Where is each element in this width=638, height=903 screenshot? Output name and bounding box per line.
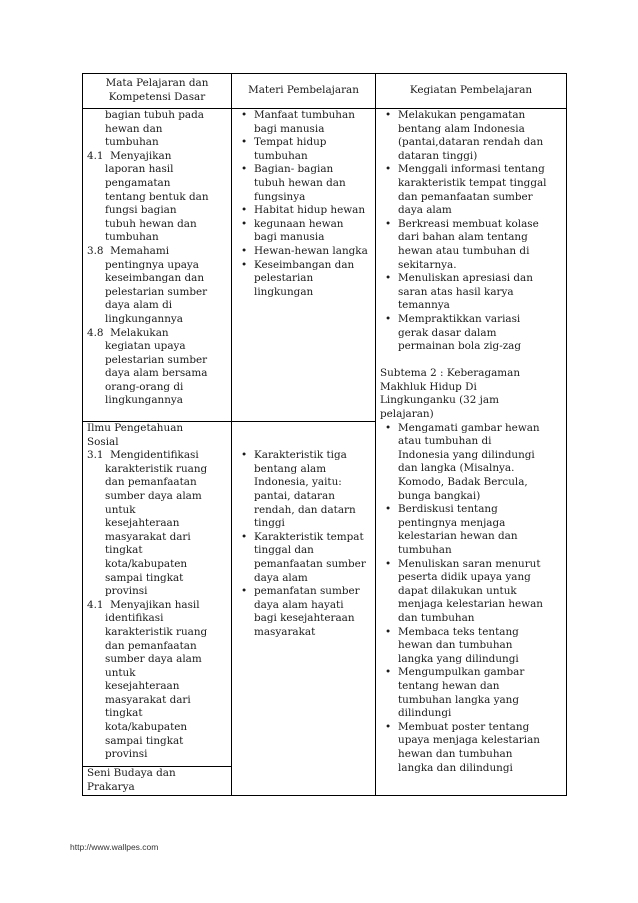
materi-bullet-item [236, 245, 372, 259]
bullet-text-line: langka dan dilindungi [398, 761, 513, 774]
bullet-text-line: tinggi [254, 517, 285, 530]
competency-text-line: masyarakat dari [105, 530, 191, 543]
competency-text-line: lingkungannya [105, 312, 183, 325]
bullet-text-line: rendah, dan datarn [254, 503, 356, 516]
competency-text-line: dan pemanfaatan [105, 476, 197, 489]
materi-bullet-item [236, 136, 372, 163]
bullet-text-line: pemanfaatan sumber [254, 557, 366, 570]
competency-text-line: orang-orang di [105, 380, 184, 393]
materi-bullet-item [236, 163, 372, 204]
competency-text-line: keseimbangan dan [105, 272, 205, 285]
kegiatan-bullet-item [380, 109, 563, 163]
competency-text-line: untuk [105, 666, 136, 679]
subtema-line: Subtema 2 : Keberagaman [380, 367, 521, 380]
kd-cell-sbdp [83, 767, 232, 796]
bullet-text-line: karakteristik tempat tinggal [398, 176, 547, 189]
bullet-text-line: hewan atau tumbuhan di [398, 244, 530, 257]
bullet-text-line: peserta didik upaya yang [398, 571, 531, 584]
materi-bullet-item [236, 449, 372, 531]
competency-text-line: pelestarian sumber [105, 285, 208, 298]
bullet-text-line: • Menggali informasi tentang [398, 163, 545, 176]
competency-text-line: daya alam di [105, 299, 173, 312]
competency-number: 4.1 [87, 598, 104, 611]
competency-text-line: kegiatan upaya [105, 340, 186, 353]
bullet-text-line: lingkungan [254, 285, 314, 298]
bullet-text-line: pantai, dataran [254, 489, 335, 502]
competency-item [87, 245, 228, 327]
competency-text-line: sumber daya alam [105, 489, 202, 502]
bullet-text-line: temannya [398, 299, 450, 312]
competency-text: Memahami [110, 244, 170, 257]
bullet-text-line: • Berkreasi membuat kolase [398, 217, 539, 230]
competency-text-line: karakteristik ruang [105, 625, 208, 638]
materi-bullet-item [236, 585, 372, 639]
table-row [83, 109, 567, 422]
bullet-text-line: • Karakteristik tempat [254, 530, 364, 543]
kegiatan-bullet-item [380, 503, 563, 557]
kd-cell-ips [83, 422, 232, 767]
competency-text: Melakukan [110, 326, 169, 339]
bullet-text-line: dan tumbuhan [398, 611, 475, 624]
competency-item [87, 150, 228, 245]
competency-first-line [87, 599, 228, 613]
bullet-text-line: hewan dan tumbuhan [398, 747, 513, 760]
spacer [380, 354, 563, 368]
competency-text-line: kota/kabupaten [105, 557, 188, 570]
competency-number: 4.8 [87, 326, 104, 339]
bullet-text-line: dan langka (Misalnya. [398, 462, 515, 475]
bullet-text-line: • Berdiskusi tentang [398, 503, 498, 516]
bullet-text-line: • Membuat poster tentang [398, 720, 530, 733]
bullet-text-line: sekitarnya. [398, 258, 457, 271]
bullet-text-line: tinggal dan [254, 544, 314, 557]
bullet-text-line: hewan dan tumbuhan [398, 639, 513, 652]
kegiatan-bullet-item [380, 626, 563, 667]
materi-bullet-item [236, 204, 372, 218]
competency-text-line: kesejahteraan [105, 517, 180, 530]
kd-cell-ipa [83, 109, 232, 422]
competency-text-line: laporan hasil [105, 163, 174, 176]
materi-cell-ips [232, 422, 376, 796]
subject-title-line: Ilmu Pengetahuan [87, 422, 184, 434]
bullet-text-line: gerak dasar dalam [398, 326, 497, 339]
bullet-text-line: atau tumbuhan di [398, 435, 492, 448]
footer-url: http://www.wallpes.com [70, 842, 159, 852]
bullet-text-line: bentang alam Indonesia [398, 122, 525, 135]
competency-text-line: tingkat [105, 707, 143, 720]
competency-text: Menyajikan [110, 149, 172, 162]
bullet-text-line: Indonesia yang dilindungi [398, 448, 535, 461]
table-header-row [83, 74, 567, 109]
competency-text-line: provinsi [105, 748, 148, 761]
competency-first-line [87, 327, 228, 341]
bullet-text-line: pentingnya menjaga [398, 516, 506, 529]
bullet-text-line: • Karakteristik tiga [254, 449, 347, 462]
competency-text-line: pelestarian sumber [105, 353, 208, 366]
bullet-text-line: • Keseimbangan dan [254, 258, 355, 271]
competency-first-line [87, 150, 228, 164]
bullet-text-line: tumbuhan [254, 149, 308, 162]
bullet-text-line: • Hewan-hewan langka [254, 244, 368, 257]
subject-title-line: Prakarya [87, 780, 135, 793]
bullet-text-line: dilindungi [398, 707, 452, 720]
competency-text-line: fungsi bagian [105, 204, 177, 217]
competency-number: 3.8 [87, 244, 104, 257]
subtema-line: pelajaran) [380, 408, 434, 421]
bullet-text-line: Komodo, Badak Bercula, [398, 476, 528, 489]
bullet-text-line: • Menuliskan saran menurut [398, 557, 541, 570]
bullet-text-line: tubuh hewan dan [254, 176, 346, 189]
competency-item [87, 327, 228, 409]
competency-text-line: sumber daya alam [105, 653, 202, 666]
bullet-text-line: bagi kesejahteraan [254, 612, 355, 625]
spacer [236, 422, 372, 436]
competency-text-line: lingkungannya [105, 394, 183, 407]
competency-text-line: untuk [105, 503, 136, 516]
bullet-text-line: (pantai,dataran rendah dan [398, 136, 544, 149]
subtema-line: Makhluk Hidup Di [380, 380, 477, 393]
header-kegiatan: Kegiatan Pembelajaran [376, 74, 567, 109]
competency-text-line: hewan dan [105, 122, 163, 135]
kegiatan-bullet-item [380, 666, 563, 720]
bullet-text-line: saran atas hasil karya [398, 285, 514, 298]
bullet-text-line: permainan bola zig-zag [398, 340, 522, 353]
materi-bullet-item [236, 531, 372, 585]
bullet-text-line: Indonesia, yaitu: [254, 476, 342, 489]
bullet-text-line: • Menuliskan apresiasi dan [398, 272, 533, 285]
bullet-text-line: dan pemanfaatan sumber [398, 190, 533, 203]
bullet-text-line: tumbuhan [398, 544, 452, 556]
materi-bullet-item [236, 109, 372, 136]
kegiatan-bullet-item [380, 422, 563, 504]
kegiatan-bullet-item [380, 163, 563, 217]
competency-text-line: tingkat [105, 544, 143, 557]
header-mapel-kd: Mata Pelajaran dan Kompetensi Dasar [83, 74, 232, 109]
bullet-text-line: bagi manusia [254, 231, 325, 244]
competency-text-line: daya alam bersama [105, 367, 208, 380]
materi-bullet-item [236, 218, 372, 245]
bullet-text-line: pelestarian [254, 272, 314, 285]
bullet-text-line: dari bahan alam tentang [398, 231, 528, 244]
competency-text-line: pengamatan [105, 176, 171, 189]
bullet-text-line: • Mempraktikkan variasi [398, 312, 521, 325]
kegiatan-bullet-item [380, 313, 563, 354]
competency-text-line: pentingnya upaya [105, 258, 199, 271]
bullet-text-line: dataran tinggi) [398, 149, 478, 162]
competency-text: Menyajikan hasil [110, 598, 200, 611]
competency-text-line: identifikasi [105, 612, 164, 625]
kegiatan-bullet-item [380, 721, 563, 775]
bullet-text-line: • Mengamati gambar hewan [398, 421, 540, 434]
bullet-text-line: langka yang dilindungi [398, 652, 519, 665]
competency-text-line: dan pemanfaatan [105, 639, 197, 652]
bullet-text-line: daya alam [398, 204, 452, 217]
bullet-text-line: • Bagian- bagian [254, 163, 334, 176]
bullet-text-line: upaya menjaga kelestarian [398, 734, 540, 747]
bullet-text-line: tentang hewan dan [398, 679, 500, 692]
competency-text-line: masyarakat dari [105, 693, 191, 706]
competency-item [87, 599, 228, 762]
competency-text-line: tumbuhan [105, 231, 159, 244]
materi-bullet-item [236, 259, 372, 300]
bullet-text-line: kelestarian hewan dan [398, 530, 518, 543]
kegiatan-cell [376, 109, 567, 796]
spacer [236, 436, 372, 450]
bullet-text-line: • Manfaat tumbuhan [254, 109, 355, 121]
competency-text-line: tubuh hewan dan [105, 217, 197, 230]
competency-text-line: tumbuhan [105, 136, 159, 149]
competency-text-line: kota/kabupaten [105, 721, 188, 734]
lesson-plan-table [82, 73, 567, 796]
competency-number: 4.1 [87, 149, 104, 162]
bullet-text-line: • Tempat hidup [254, 136, 327, 149]
bullet-text-line: daya alam hayati [254, 598, 344, 611]
kegiatan-bullet-item [380, 218, 563, 272]
competency-first-line [87, 245, 228, 259]
competency-text-line: bagian tubuh pada [105, 109, 204, 121]
bullet-text-line: • kegunaan hewan [254, 217, 344, 230]
bullet-text-line: • Mengumpulkan gambar [398, 666, 525, 679]
header-materi: Materi Pembelajaran [232, 74, 376, 109]
bullet-text-line: • Habitat hidup hewan [254, 204, 366, 217]
competency-text: Mengidentifikasi [110, 449, 199, 462]
materi-cell-ipa [232, 109, 376, 422]
bullet-text-line: tumbuhan langka yang [398, 693, 520, 706]
kegiatan-bullet-item [380, 272, 563, 313]
bullet-text-line: daya alam [254, 571, 308, 584]
bullet-text-line: • Membaca teks tentang [398, 625, 519, 638]
competency-number: 3.1 [87, 449, 104, 462]
competency-text-line: provinsi [105, 585, 148, 598]
bullet-text-line: bentang alam [254, 462, 327, 475]
competency-text-line: karakteristik ruang [105, 462, 208, 475]
bullet-text-line: bagi manusia [254, 122, 325, 135]
subject-title-line: Sosial [87, 435, 119, 448]
bullet-text-line: • Melakukan pengamatan [398, 109, 526, 121]
bullet-text-line: masyarakat [254, 625, 316, 638]
bullet-text-line: fungsinya [254, 190, 306, 203]
bullet-text-line: • pemanfatan sumber [254, 585, 360, 598]
bullet-text-line: menjaga kelestarian hewan [398, 598, 543, 611]
competency-text-line: kesejahteraan [105, 680, 180, 693]
subject-title-line: Seni Budaya dan [87, 767, 176, 779]
kegiatan-bullet-item [380, 558, 563, 626]
competency-text-line: tentang bentuk dan [105, 190, 209, 203]
competency-text-line: sampai tingkat [105, 734, 184, 747]
bullet-text-line: bunga bangkai) [398, 489, 481, 502]
competency-first-line [87, 449, 228, 463]
subtema-line: Lingkunganku (32 jam [380, 394, 499, 407]
competency-item [87, 449, 228, 599]
competency-text-line: sampai tingkat [105, 571, 184, 584]
bullet-text-line: dapat dilakukan untuk [398, 584, 517, 597]
